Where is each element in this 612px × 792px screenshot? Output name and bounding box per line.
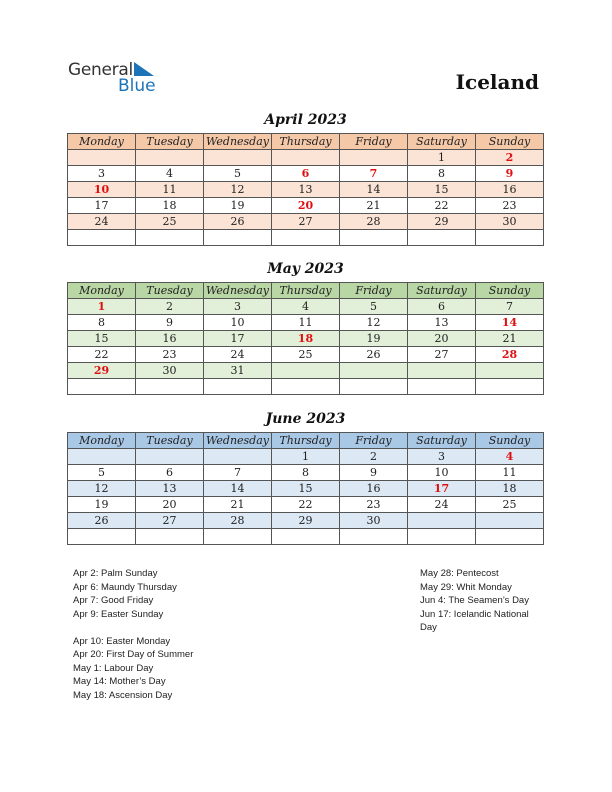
day-cell [340, 529, 408, 545]
day-cell [68, 150, 136, 166]
day-cell: 10 [68, 182, 136, 198]
week-row [68, 513, 544, 529]
day-cell [408, 529, 476, 545]
day-cell [68, 529, 136, 545]
day-cell [272, 363, 340, 379]
day-cell: 18 [136, 198, 204, 214]
day-cell: 24 [68, 214, 136, 230]
day-cell: 4 [476, 449, 544, 465]
weekday-header: Tuesday [136, 283, 204, 299]
day-cell: 25 [476, 497, 544, 513]
day-cell: 7 [476, 299, 544, 315]
day-cell [272, 150, 340, 166]
day-cell: 29 [68, 363, 136, 379]
day-cell: 28 [204, 513, 272, 529]
holiday-note: Jun 17: Icelandic National [420, 608, 529, 620]
weekday-header: Friday [340, 283, 408, 299]
day-cell: 22 [408, 198, 476, 214]
week-row [68, 214, 544, 230]
calendar-april [67, 133, 544, 246]
day-cell: 7 [340, 166, 408, 182]
day-cell [204, 449, 272, 465]
day-cell: 19 [68, 497, 136, 513]
day-cell: 6 [272, 166, 340, 182]
weekday-header: Monday [68, 433, 136, 449]
week-row [68, 449, 544, 465]
holiday-note: Apr 20: First Day of Summer [73, 649, 194, 660]
day-cell: 4 [272, 299, 340, 315]
day-cell [136, 150, 204, 166]
day-cell: 26 [340, 347, 408, 363]
day-cell [136, 529, 204, 545]
day-cell: 27 [136, 513, 204, 529]
day-cell: 9 [340, 465, 408, 481]
week-row [68, 166, 544, 182]
day-cell: 3 [68, 166, 136, 182]
day-cell: 5 [204, 166, 272, 182]
week-row [68, 347, 544, 363]
holiday-note: Apr 6: Maundy Thursday [73, 581, 177, 593]
day-cell: 1 [408, 150, 476, 166]
brand-logo [68, 60, 168, 96]
day-cell: 3 [204, 299, 272, 315]
weekday-header-row [68, 433, 544, 449]
day-cell: 24 [204, 347, 272, 363]
weekday-header: Thursday [272, 433, 340, 449]
day-cell: 29 [272, 513, 340, 529]
day-cell [272, 529, 340, 545]
day-cell: 16 [340, 481, 408, 497]
holiday-note: Apr 7: Good Friday [73, 595, 154, 606]
day-cell: 22 [272, 497, 340, 513]
day-cell [476, 379, 544, 395]
day-cell: 17 [204, 331, 272, 347]
day-cell: 13 [408, 315, 476, 331]
day-cell: 21 [476, 331, 544, 347]
weekday-header: Monday [68, 134, 136, 150]
day-cell [272, 379, 340, 395]
day-cell: 30 [476, 214, 544, 230]
week-row [68, 529, 544, 545]
weekday-header: Tuesday [136, 433, 204, 449]
logo-text-blue: Blue [118, 76, 156, 96]
weekday-header: Monday [68, 283, 136, 299]
day-cell: 1 [272, 449, 340, 465]
day-cell [204, 529, 272, 545]
day-cell: 21 [204, 497, 272, 513]
day-cell: 5 [340, 299, 408, 315]
day-cell: 12 [204, 182, 272, 198]
day-cell: 6 [136, 465, 204, 481]
day-cell: 17 [68, 198, 136, 214]
weekday-header: Saturday [408, 433, 476, 449]
weekday-header: Sunday [476, 283, 544, 299]
day-cell [204, 150, 272, 166]
day-cell: 18 [476, 481, 544, 497]
holiday-note: May 1: Labour Day [73, 662, 154, 674]
holiday-note: Day [420, 622, 437, 633]
day-cell [136, 230, 204, 246]
day-cell: 10 [408, 465, 476, 481]
month-title-april: April 2023 [264, 112, 347, 128]
day-cell: 20 [408, 331, 476, 347]
holiday-note: May 29: Whit Monday [420, 581, 512, 593]
week-row [68, 331, 544, 347]
day-cell: 4 [136, 166, 204, 182]
week-row [68, 198, 544, 214]
day-cell [476, 363, 544, 379]
month-title-june: June 2023 [265, 411, 346, 427]
weekday-header: Tuesday [136, 134, 204, 150]
weekday-header: Saturday [408, 134, 476, 150]
day-cell: 14 [476, 315, 544, 331]
day-cell [136, 379, 204, 395]
weekday-header: Wednesday [204, 283, 272, 299]
weekday-header: Sunday [476, 134, 544, 150]
week-row [68, 299, 544, 315]
day-cell: 15 [408, 182, 476, 198]
weekday-header: Friday [340, 433, 408, 449]
day-cell [408, 379, 476, 395]
holiday-list-right [420, 567, 529, 635]
holiday-note: May 14: Mother’s Day [73, 676, 166, 687]
day-cell [476, 529, 544, 545]
day-cell: 23 [340, 497, 408, 513]
day-cell [340, 150, 408, 166]
logo-triangle-icon [134, 62, 154, 76]
weekday-header: Wednesday [204, 134, 272, 150]
holiday-note: Apr 2: Palm Sunday [73, 568, 158, 579]
day-cell: 5 [68, 465, 136, 481]
weekday-header-row [68, 134, 544, 150]
day-cell [272, 230, 340, 246]
day-cell: 16 [476, 182, 544, 198]
day-cell: 31 [204, 363, 272, 379]
month-title-may: May 2023 [267, 261, 344, 277]
day-cell: 22 [68, 347, 136, 363]
day-cell: 25 [272, 347, 340, 363]
day-cell: 27 [272, 214, 340, 230]
day-cell [136, 449, 204, 465]
weekday-header: Thursday [272, 283, 340, 299]
day-cell [68, 230, 136, 246]
weekday-header: Saturday [408, 283, 476, 299]
day-cell: 29 [408, 214, 476, 230]
week-row [68, 150, 544, 166]
day-cell: 28 [476, 347, 544, 363]
day-cell [340, 379, 408, 395]
holiday-note: Apr 9: Easter Sunday [73, 608, 164, 620]
day-cell [340, 230, 408, 246]
day-cell: 8 [408, 166, 476, 182]
weekday-header: Thursday [272, 134, 340, 150]
day-cell: 15 [272, 481, 340, 497]
day-cell [476, 230, 544, 246]
day-cell: 9 [136, 315, 204, 331]
day-cell: 24 [408, 497, 476, 513]
day-cell: 19 [204, 198, 272, 214]
day-cell: 18 [272, 331, 340, 347]
day-cell: 16 [136, 331, 204, 347]
day-cell: 26 [68, 513, 136, 529]
weekday-header: Sunday [476, 433, 544, 449]
holiday-note: Jun 4: The Seamen’s Day [420, 595, 529, 606]
day-cell [68, 379, 136, 395]
week-row [68, 497, 544, 513]
day-cell: 12 [68, 481, 136, 497]
day-cell: 26 [204, 214, 272, 230]
day-cell: 2 [476, 150, 544, 166]
day-cell: 8 [272, 465, 340, 481]
day-cell: 25 [136, 214, 204, 230]
holiday-note: May 28: Pentecost [420, 568, 499, 579]
week-row [68, 481, 544, 497]
day-cell: 14 [204, 481, 272, 497]
day-cell: 15 [68, 331, 136, 347]
calendar-may [67, 282, 544, 395]
day-cell: 3 [408, 449, 476, 465]
week-row [68, 363, 544, 379]
day-cell: 23 [136, 347, 204, 363]
day-cell: 20 [136, 497, 204, 513]
day-cell [204, 379, 272, 395]
day-cell: 6 [408, 299, 476, 315]
day-cell [408, 230, 476, 246]
day-cell: 1 [68, 299, 136, 315]
day-cell: 11 [476, 465, 544, 481]
week-row [68, 315, 544, 331]
holiday-note: Apr 10: Easter Monday [73, 635, 171, 647]
day-cell [408, 363, 476, 379]
holiday-note: May 18: Ascension Day [73, 689, 173, 701]
holiday-list-left [73, 567, 193, 702]
day-cell: 11 [272, 315, 340, 331]
country-title: Iceland [455, 70, 539, 94]
weekday-header: Wednesday [204, 433, 272, 449]
day-cell: 11 [136, 182, 204, 198]
day-cell [204, 230, 272, 246]
day-cell: 8 [68, 315, 136, 331]
day-cell [476, 513, 544, 529]
day-cell: 2 [340, 449, 408, 465]
day-cell: 21 [340, 198, 408, 214]
week-row [68, 182, 544, 198]
day-cell: 12 [340, 315, 408, 331]
week-row [68, 379, 544, 395]
day-cell: 10 [204, 315, 272, 331]
day-cell: 30 [136, 363, 204, 379]
weekday-header: Friday [340, 134, 408, 150]
week-row [68, 230, 544, 246]
week-row [68, 465, 544, 481]
day-cell: 7 [204, 465, 272, 481]
day-cell: 27 [408, 347, 476, 363]
day-cell: 13 [136, 481, 204, 497]
logo-text-general: General [68, 60, 133, 80]
weekday-header-row [68, 283, 544, 299]
note-spacer [73, 621, 193, 635]
day-cell [340, 363, 408, 379]
day-cell: 23 [476, 198, 544, 214]
day-cell: 28 [340, 214, 408, 230]
calendar-june [67, 432, 544, 545]
day-cell: 19 [340, 331, 408, 347]
day-cell [68, 449, 136, 465]
day-cell: 17 [408, 481, 476, 497]
day-cell: 14 [340, 182, 408, 198]
day-cell: 13 [272, 182, 340, 198]
day-cell: 9 [476, 166, 544, 182]
day-cell: 30 [340, 513, 408, 529]
day-cell: 20 [272, 198, 340, 214]
day-cell: 2 [136, 299, 204, 315]
day-cell [408, 513, 476, 529]
